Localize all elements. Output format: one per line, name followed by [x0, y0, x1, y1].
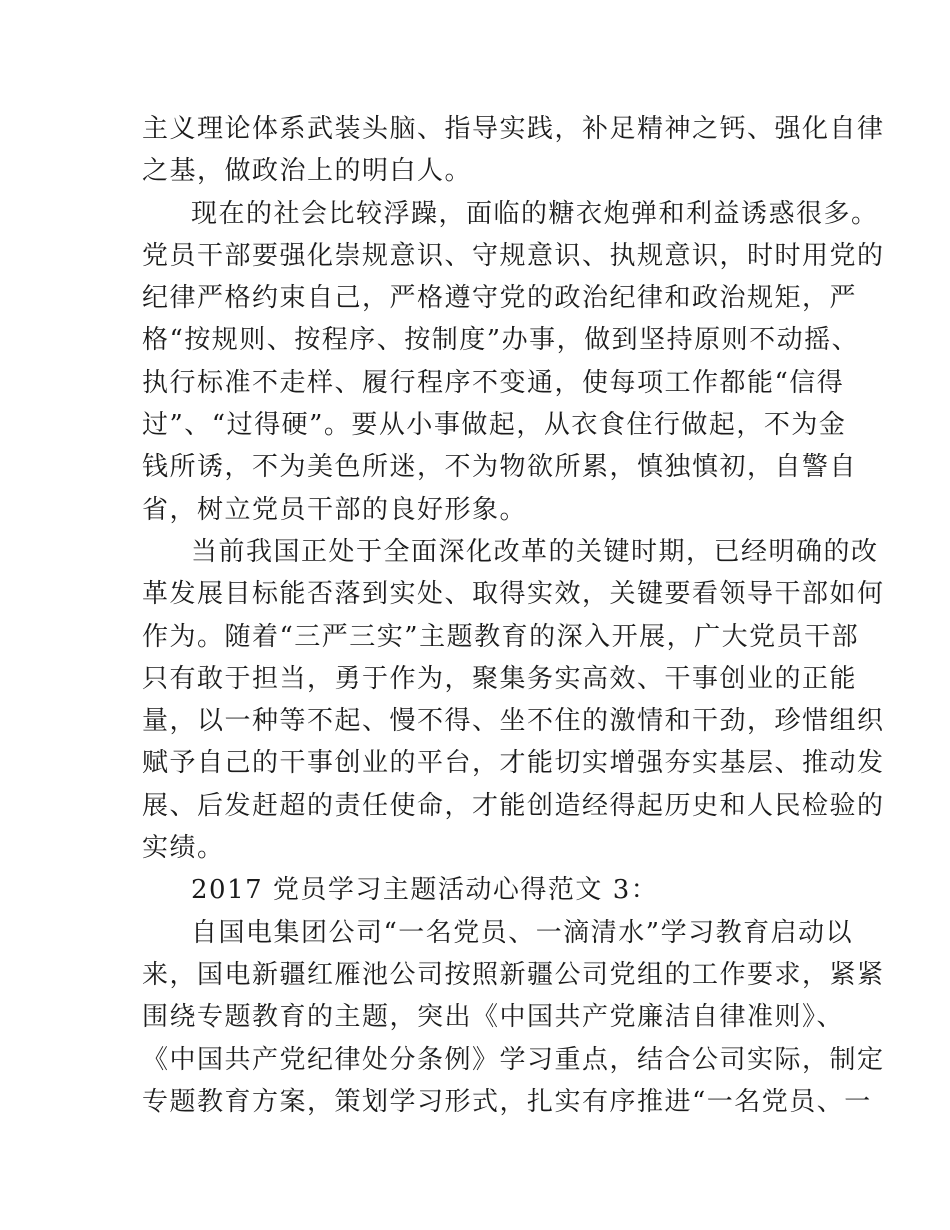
text-line: 现在的社会比较浮躁，面临的糖衣炮弹和利益诱惑很多。 — [191, 198, 879, 229]
text-line: 当前我国正处于全面深化改革的关键时期，已经明确的改 — [191, 536, 879, 567]
text-line: 只有敢于担当，勇于作为，聚集务实高效、干事创业的正能 — [142, 663, 858, 694]
text-line: 过”、“过得硬”。要从小事做起，从衣食住行做起，不为金 — [142, 410, 847, 441]
text-line: 纪律严格约束自己，严格遵守党的政治纪律和政治规矩，严 — [142, 283, 858, 314]
text-line: 执行标准不走样、履行程序不变通，使每项工作都能“信得 — [142, 367, 845, 398]
document-body-text — [142, 108, 885, 1123]
text-line: 来，国电新疆红雁池公司按照新疆公司党组的工作要求，紧紧 — [142, 959, 885, 990]
text-line: 实绩。 — [142, 833, 225, 864]
text-line: 2017 党员学习主题活动心得范文 3： — [191, 875, 659, 906]
text-line: 之基，做政治上的明白人。 — [142, 156, 473, 187]
text-line: 钱所诱，不为美色所迷，不为物欲所累，慎独慎初，自警自 — [142, 452, 858, 483]
text-line: 革发展目标能否落到实处、取得实效，关键要看领导干部如何 — [142, 579, 885, 610]
text-line: 党员干部要强化崇规意识、守规意识、执规意识，时时用党的 — [142, 240, 885, 271]
text-line: 量，以一种等不起、慢不得、坐不住的激情和干劲，珍惜组织 — [142, 706, 885, 737]
text-line: 作为。随着“三严三实”主题教育的深入开展，广大党员干部 — [142, 621, 860, 652]
text-line: 《中国共产党纪律处分条例》学习重点，结合公司实际，制定 — [142, 1044, 885, 1075]
text-line: 赋予自己的干事创业的平台，才能切实增强夯实基层、推动发 — [142, 748, 885, 779]
text-line: 围绕专题教育的主题，突出《中国共产党廉洁自律准则》、 — [142, 1002, 845, 1033]
text-line: 自国电集团公司“一名党员、一滴清水”学习教育启动以 — [191, 917, 854, 948]
text-line: 省，树立党员干部的良好形象。 — [142, 494, 528, 525]
text-line: 专题教育方案，策划学习形式，扎实有序推进“一名党员、一 — [142, 1086, 872, 1117]
text-line: 展、后发赶超的责任使命，才能创造经得起历史和人民检验的 — [142, 790, 885, 821]
text-line: 主义理论体系武装头脑、指导实践，补足精神之钙、强化自律 — [142, 114, 885, 144]
text-line: 格“按规则、按程序、按制度”办事，做到坚持原则不动摇、 — [142, 325, 860, 356]
